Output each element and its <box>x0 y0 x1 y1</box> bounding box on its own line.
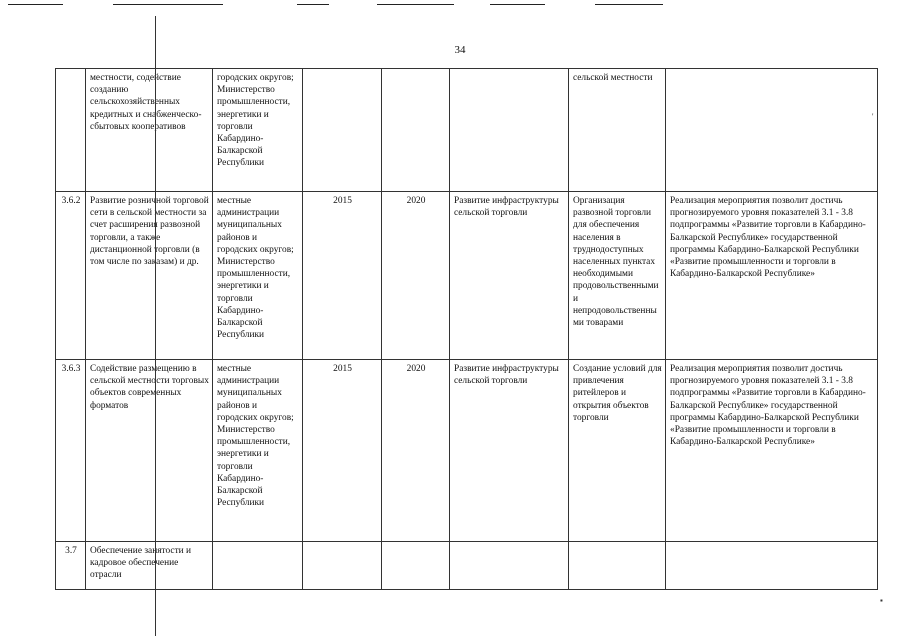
direction-cell: Развитие инфраструктуры сельской торговли <box>450 192 569 360</box>
indicator-cell <box>666 69 878 192</box>
scan-line <box>113 4 223 5</box>
scan-line <box>377 4 454 5</box>
end-year-cell: 2020 <box>382 360 450 542</box>
event-cell: местности, содействие созданию сельскохозяйственных кредитных и снабженческо-сбытовых кооперативов <box>86 69 213 192</box>
event-cell: Обеспечение занятости и кадровое обеспечение отрасли <box>86 542 213 590</box>
direction-cell <box>450 69 569 192</box>
program-table <box>55 68 878 590</box>
direction-cell: Развитие инфраструктуры сельской торговли <box>450 360 569 542</box>
result-cell: Организация развозной торговли для обеспечения населения в труднодоступных населенных пунктах необходимыми продовольственными и непродовольственными товарами <box>569 192 666 360</box>
result-cell: Создание условий для привлечения ритейлеров и открытия объектов торговли <box>569 360 666 542</box>
table-row <box>56 542 878 590</box>
executors-cell: местные администрации муниципальных районов и городских округов; Министерство промышленности, энергетики и торговли Кабардино-Балкарской Республики <box>213 192 303 360</box>
row-number: 3.7 <box>56 542 86 590</box>
scan-line <box>595 4 663 5</box>
scan-line <box>490 4 545 5</box>
scan-line <box>155 16 156 636</box>
scan-speck: ▪ <box>880 596 883 605</box>
table-row <box>56 360 878 542</box>
event-cell: Содействие размещению в сельской местности торговых объектов современных форматов <box>86 360 213 542</box>
direction-cell <box>450 542 569 590</box>
row-number <box>56 69 86 192</box>
end-year-cell: 2020 <box>382 192 450 360</box>
end-year-cell <box>382 542 450 590</box>
executors-cell <box>213 542 303 590</box>
page-number: 34 <box>454 44 466 56</box>
indicator-cell: Реализация мероприятия позволит достичь прогнозируемого уровня показателей 3.1 - 3.8 подпрограммы «Развитие торговли в Кабардино-Балкарской Республике» государственной программы Кабардино-Балкарской Республики «Развитие промышленности и торговли в Кабардино-Балкарской Республике» <box>666 360 878 542</box>
start-year-cell: 2015 <box>303 192 382 360</box>
scan-line <box>297 4 329 5</box>
scan-line <box>8 4 63 5</box>
indicator-cell <box>666 542 878 590</box>
row-number: 3.6.3 <box>56 360 86 542</box>
start-year-cell <box>303 542 382 590</box>
end-year-cell <box>382 69 450 192</box>
event-cell: Развитие розничной торговой сети в сельской местности за счет расширения развозной торговли, а также дистанционной торговли (в том числе по заказам) и др. <box>86 192 213 360</box>
result-cell <box>569 542 666 590</box>
result-cell: сельской местности <box>569 69 666 192</box>
start-year-cell <box>303 69 382 192</box>
indicator-cell: Реализация мероприятия позволит достичь прогнозируемого уровня показателей 3.1 - 3.8 подпрограммы «Развитие торговли в Кабардино-Балкарской Республике» государственной программы Кабардино-Балкарской Республики «Развитие промышленности и торговли в Кабардино-Балкарской Республике» <box>666 192 878 360</box>
table-row <box>56 192 878 360</box>
executors-cell: городских округов; Министерство промышленности, энергетики и торговли Кабардино-Балкарской Республики <box>213 69 303 192</box>
row-number: 3.6.2 <box>56 192 86 360</box>
scan-speck: ' <box>872 112 874 121</box>
start-year-cell: 2015 <box>303 360 382 542</box>
table-row <box>56 69 878 192</box>
executors-cell: местные администрации муниципальных районов и городских округов; Министерство промышленности, энергетики и торговли Кабардино-Балкарской Республики <box>213 360 303 542</box>
